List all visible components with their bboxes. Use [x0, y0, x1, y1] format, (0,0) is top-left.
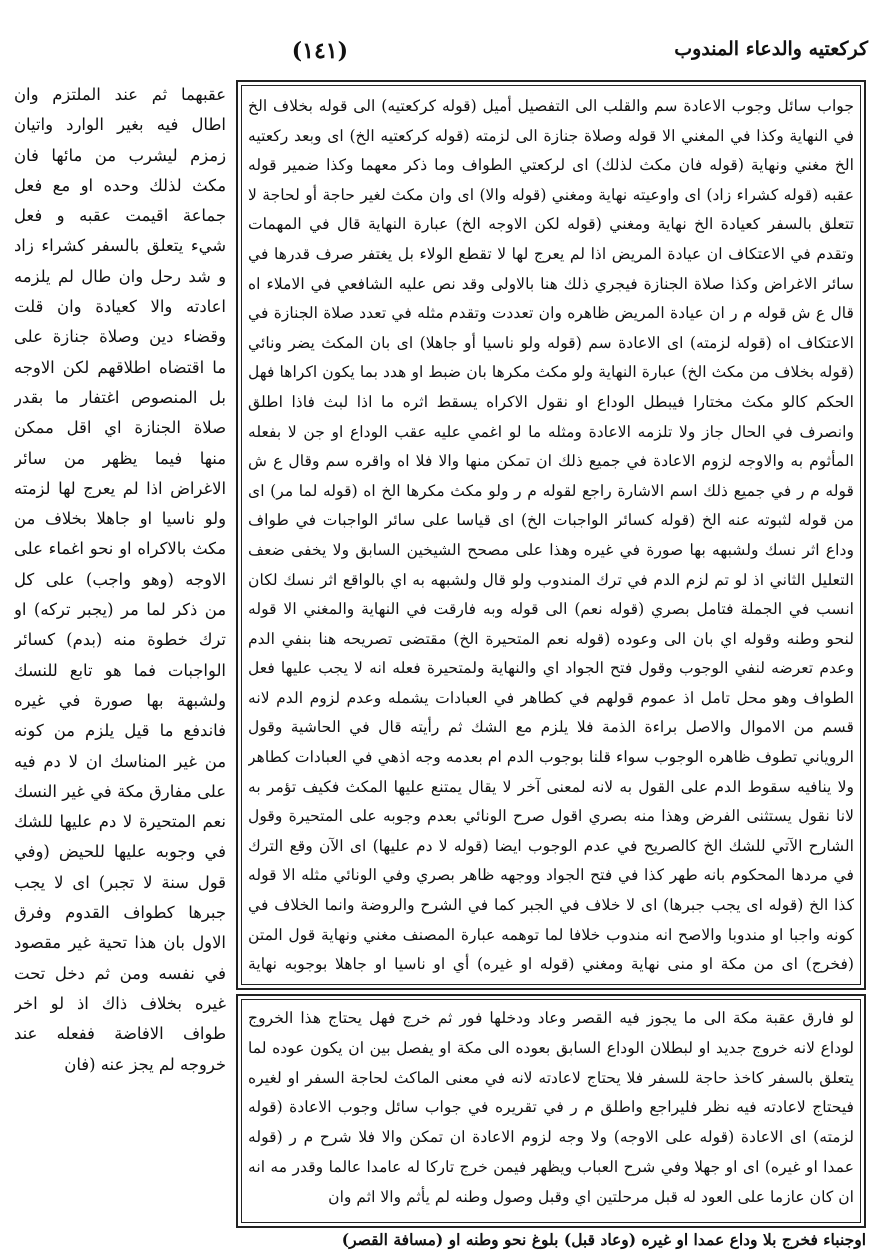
- page-header: [20, 38, 868, 70]
- margin-column: [14, 80, 226, 1230]
- running-title: كركعتيه والدعاء المندوب: [674, 38, 868, 60]
- page-number: (١٤١): [291, 38, 348, 64]
- commentary-paragraph: جواب سائل وجوب الاعادة سم والقلب الى التفصيل أميل (قوله كركعتيه) الى قوله بخلاف الخ في النهاية وكذا في المغني الا قوله وصلاة جنازة الى لزمته (قوله كركعتيه الخ) اى وبعد ركعتيه الخ مغني ونهاية (قوله فان مكث لذلك) اى لركعتي الطواف وما ذكر معهما وكذا ضمير قوله عقبه (قوله كشراء زاد) اى واوعيته نهاية ومغني (قوله والا) اى وان مكث لغير حاجة أو لحاجة لا تتعلق بالسفر كعيادة الخ نهاية ومغني (قوله لكن الاوجه الخ) عبارة النهاية قال في المهمات وتقدم في الاعتكاف ان عيادة المريض اذا لم يعرج لها لا تقطع الولاء بل يغتفر صرف قدرها في سائر الاغراض وكذا صلاة الجنازة فيجري ذلك هنا بالاولى وقد نص عليه الشافعي في الاملاء اه قال ع ش قوله م ر ان عيادة المريض ظاهره وان تعددت وتقدم مثله في تعدد صلاة الجنازة في الاعتكاف اه (قوله لزمته) اى الاعادة سم (قوله ولو ناسيا أو جاهلا) اى بان المكث يضر ونائي (قوله بخلاف من مكث الخ) عبارة النهاية ولو مكث مكرها بان ضبط او هدد بما يكون اكراها فهل الحكم كالو مكث مختارا فيبطل الوداع او نقول الاكراه يسقط اثره ما اذا لبث فاذا اطلق وانصرف في الحال جاز ولا تلزمه الاعادة ومثله ما لو اغمي عليه عقب الوداع او جن لا بفعله المأثوم به والاوجه لزوم الاعادة في جميع ذلك ان تمكن منها والا فلا اه واقره سم وقال ع ش قوله م ر في جميع ذلك اسم الاشارة راجع لقوله م ر ولو مكث مكرها الخ اه (قوله لما مر) اى من قوله لثبوته عنه الخ (قوله كسائر الواجبات الخ) اى قياسا على سائر الواجبات في طواف وداع اثر نسك ولشبهه بها صورة في غيره وهذا على مصحح الشيخين السابق ولا يخفى ضعف التعليل الثاني اذ لو تم لزم الدم في ترك المندوب ولو قال ولشبهه به اي بالواقع اثر نسك لكان انسب في الجملة فتامل بصري (قوله نعم) الى قوله وبه فارقت في النهاية والمغني الا قوله لنحو وطنه وقوله اي بان الى وعوده (قوله نعم المتحيرة الخ) مقتضى تصريحه هنا بنفي الدم وعدم تعرضه لنفي الوجوب وقول فتح الجواد اي والنهاية ولمتحيرة فعله انه لا يجب عليها فعل الطواف وهو محل تامل اذ عموم قولهم في كطاهر في العبادات يشمله وعدم لزوم الدم لانه قسم من الاموال والاصل براءة الذمة فلا يلزم مع الشك ثم رأيته قال في الحاشية وقول الروياني تطوف ظاهره الوجوب سواء قلنا بوجوب الدم ام بعدمه وجه اذهي في العبادات كطاهر ولا ينافيه سقوط الدم على القول به لانه لمعنى آخر لا يقال يمتنع عليها المكث فكيف تؤمر به لانا نقول يستثنى الفرض وهذا منه بصري اقول صرح الونائي بعدم وجوبه على المتحيرة وقول الشارح الآتي للشك الخ كالصريح في عدم الوجوب ايضا (قوله لا دم عليها) اى الآن وقع الترك في مردها المحكوم بانه طهر كذا في فتح الجواد ووجهه ظاهر بصري وفي الونائي مثله الا قوله كذا الخ (قوله اى يجب جبرها) اى لا خلاف في الجبر كما في الشرح والروضة وانما الخلاف في كونه واجبا او مندوبا والاصح انه مندوب خلافا لما توهمه عبارة المصنف مغني ونهاية قول المتن (فخرج) اى من مكة او منى نهاية ومغني (قوله او غيره) أي او ناسيا او جاهلا بوجوبه نهاية: [248, 97, 854, 974]
- lower-commentary-paragraph: لو فارق عقبة مكة الى ما يجوز فيه القصر وعاد ودخلها فور ثم خرج فهل يحتاج هذا الخروج لوداع لانه خروج جديد او لبطلان الوداع السابق بعوده الى مكة او يفصل بين ان يكون عوده لما يتعلق بالسفر كاخذ حاجة للسفر فلا يحتاج لاعادته لانه في معنى الماكث لحاجة السفر او لغيره فيحتاج لاعادته فيه نظر فليراجع واطلق م ر في تقريره في جواب سائل وجوب الاعادة (قوله لزمته) اى الاعادة (قوله على الاوجه) ولا وجه لزوم الاعادة ان تمكن والا فلا شرح م ر (قوله عمدا او غيره) اى او جهلا وفي شرح العباب ويظهر فيمن خرج تاركا له عامدا عالما وقدر مه انه ان كان عازما على العود له قبل مرحلتين اي وقبل وصول وطنه لم يأثم والا اثم وان: [248, 1009, 854, 1206]
- commentary-text: [248, 92, 854, 980]
- page-footer-line: اوجنباء فخرج بلا وداع عمدا او غيره (وعاد قبل) بلوغ نحو وطنه او (مسافة القصر): [341, 1230, 866, 1249]
- lower-commentary-text: [248, 1004, 854, 1222]
- commentary-frame: [236, 80, 866, 990]
- margin-text: [14, 80, 226, 1080]
- lower-commentary-frame: [236, 994, 866, 1228]
- margin-paragraph: عقبهما ثم عند الملتزم وان اطال فيه بغير الوارد واتيان زمزم ليشرب من مائها فان مكث لذلك وحده او مع فعل جماعة اقيمت عقبه و فعل شيء يتعلق بالسفر كشراء زاد و شد رحل وان طال لم يلزمه اعادته والا كعيادة وان قلت وقضاء دين وصلاة جنازة على ما اقتضاه اطلاقهم لكن الاوجه بل المنصوص اغتفار ما بقدر صلاة الجنازة اي اقل ممكن منها فيما يظهر من سائر الاغراض اذا لم يعرج لها لزمته ولو ناسيا او جاهلا بخلاف من مكث بالاكراه او نحو اغماء على الاوجه (وهو واجب) على كل من ذكر لما مر (يجبر تركه) او ترك خطوة منه (بدم) كسائر الواجبات فما هو تابع للنسك ولشبهة بها صورة في غيره فاندفع ما قيل يلزم من كونه من غير المناسك ان لا دم فيه على مفارق مكة في غير النسك نعم المتحيرة لا دم عليها للشك في وجوبه عليها للحيض (وفي قول سنة لا تجبر) اى لا يجب جبرها كطواف القدوم وفرق الاول بان هذا تحية غير مقصود في نفسه ومن ثم دخل تحت غيره بخلاف ذاك اذ لو اخر طواف الافاضة ففعله عند خروجه لم يجز عنه (فان: [14, 85, 226, 1074]
